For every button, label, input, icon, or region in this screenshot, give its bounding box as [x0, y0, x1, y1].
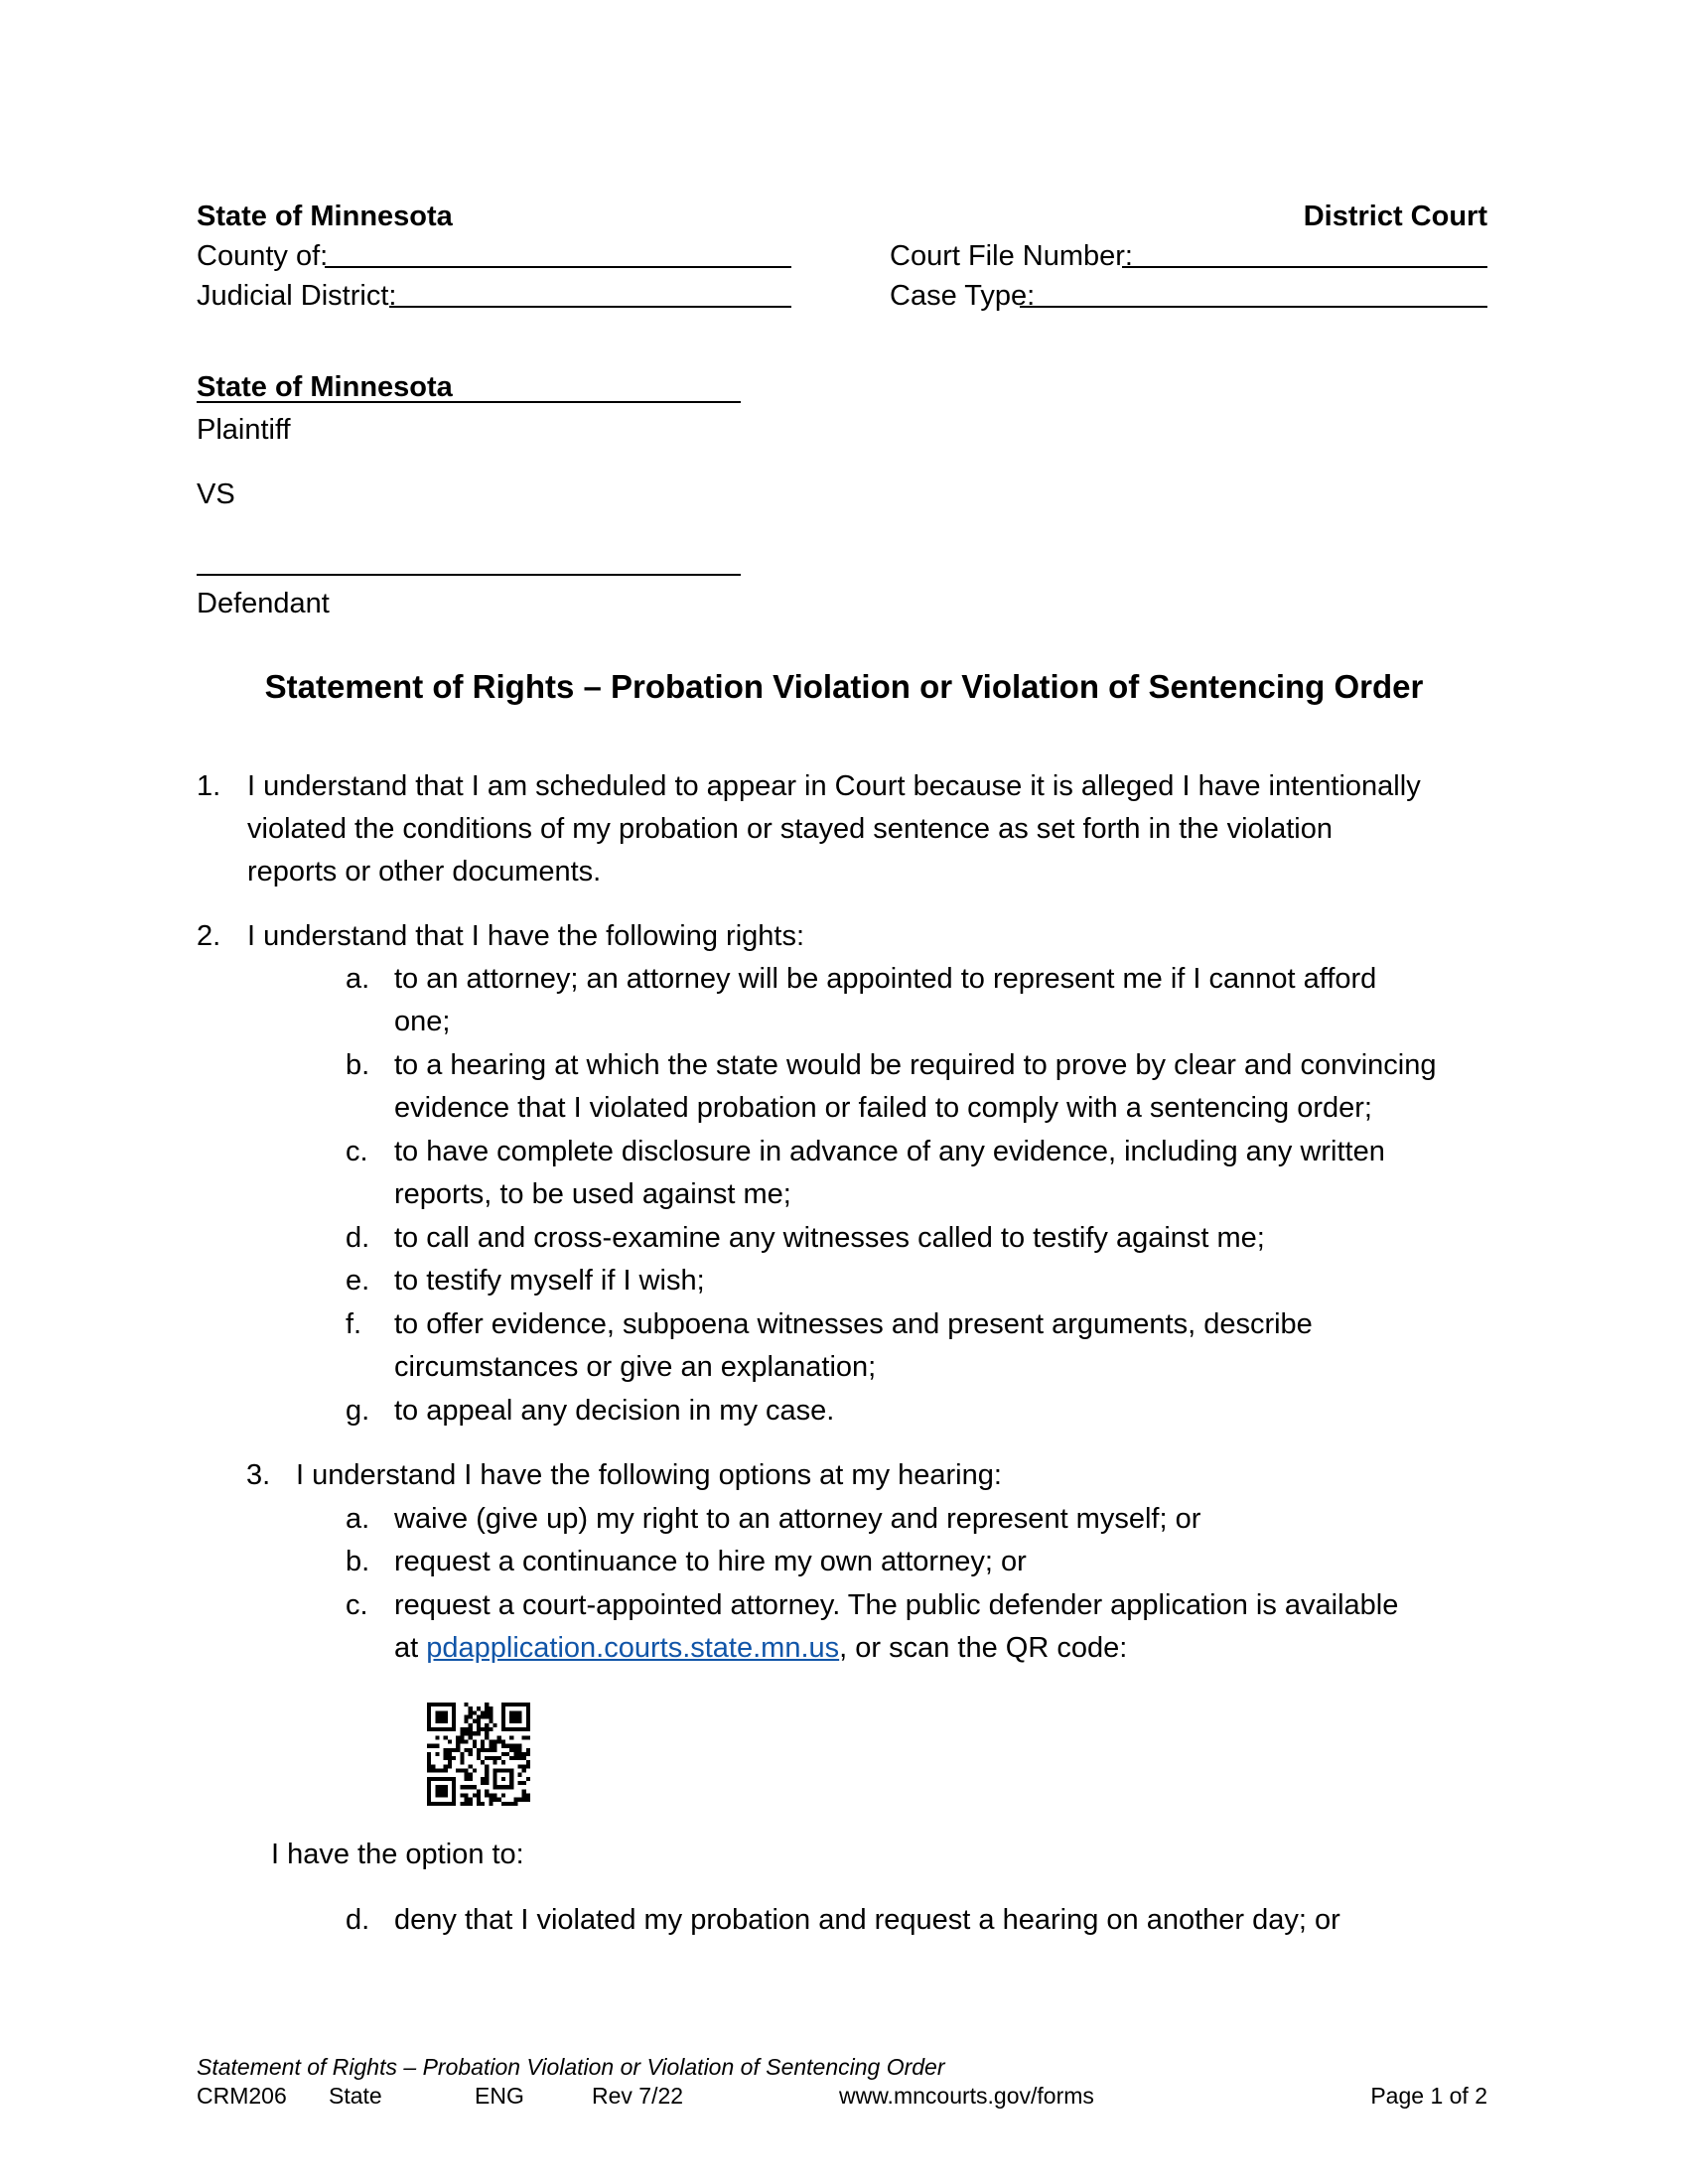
county-field[interactable] [325, 266, 791, 268]
option-c-suffix: , or scan the QR code: [839, 1632, 1128, 1664]
judicial-district-label: Judicial District: [197, 280, 397, 312]
vs-label: VS [197, 478, 235, 510]
item-3-intro: I understand I have the following options at my hearing: [296, 1459, 1002, 1491]
item-2-number: 2. [197, 920, 221, 952]
court-file-number-field[interactable] [1122, 266, 1487, 268]
right-d-letter: d. [346, 1222, 370, 1254]
option-c-line-2 [394, 1628, 1127, 1668]
defendant-field[interactable] [197, 574, 741, 576]
right-e-line-1: to testify myself if I wish; [394, 1265, 705, 1297]
option-b-text: request a continuance to hire my own attorney; or [394, 1546, 1027, 1577]
qr-code-icon[interactable] [427, 1703, 530, 1806]
option-c-prefix: at [394, 1632, 427, 1664]
right-c-letter: c. [346, 1136, 368, 1167]
option-d-text: deny that I violated my probation and request a hearing on another day; or [394, 1904, 1340, 1936]
footer-title: Statement of Rights – Probation Violation or Violation of Sentencing Order [197, 2054, 945, 2080]
right-a-letter: a. [346, 963, 370, 995]
option-a-letter: a. [346, 1503, 370, 1535]
document-title: Statement of Rights – Probation Violation or Violation of Sentencing Order [264, 668, 1424, 705]
option-d-letter: d. [346, 1904, 370, 1936]
footer-lang: ENG [475, 2083, 524, 2109]
court-file-number-label: Court File Number: [890, 240, 1133, 272]
option-b-letter: b. [346, 1546, 370, 1577]
right-b-line-2: evidence that I violated probation or failed to comply with a sentencing order; [394, 1092, 1372, 1124]
option-c-letter: c. [346, 1589, 368, 1621]
footer-form-id: CRM206 [197, 2083, 287, 2109]
public-defender-link[interactable]: pdapplication.courts.state.mn.us [426, 1632, 840, 1664]
header-court: District Court [1303, 201, 1487, 232]
footer-rev: Rev 7/22 [592, 2083, 684, 2109]
right-c-line-2: reports, to be used against me; [394, 1178, 791, 1210]
right-f-letter: f. [346, 1308, 362, 1340]
footer-page: Page 1 of 2 [1370, 2083, 1487, 2109]
item-1-number: 1. [197, 770, 221, 802]
right-f-line-1: to offer evidence, subpoena witnesses and present arguments, describe [394, 1308, 1313, 1340]
right-b-line-1: to a hearing at which the state would be required to prove by clear and convincing [394, 1049, 1437, 1081]
footer-state: State [329, 2083, 382, 2109]
item-1-line-1: I understand that I am scheduled to appear in Court because it is alleged I have intentionally [247, 770, 1421, 802]
right-d-line-1: to call and cross-examine any witnesses called to testify against me; [394, 1222, 1265, 1254]
case-type-field[interactable] [1020, 306, 1487, 308]
right-f-line-2: circumstances or give an explanation; [394, 1351, 877, 1383]
option-intro: I have the option to: [271, 1839, 524, 1870]
option-a-text: waive (give up) my right to an attorney and represent myself; or [394, 1503, 1201, 1535]
judicial-district-field[interactable] [389, 306, 791, 308]
item-3-number: 3. [246, 1459, 271, 1491]
plaintiff-underline [197, 401, 741, 403]
right-a-line-2: one; [394, 1006, 451, 1037]
right-b-letter: b. [346, 1049, 370, 1081]
county-label: County of: [197, 240, 329, 272]
item-2-intro: I understand that I have the following rights: [247, 920, 805, 952]
plaintiff-label: Plaintiff [197, 414, 291, 446]
right-c-line-1: to have complete disclosure in advance of any evidence, including any written [394, 1136, 1385, 1167]
defendant-label: Defendant [197, 588, 330, 619]
option-c-line-1: request a court-appointed attorney. The public defender application is available [394, 1589, 1399, 1621]
footer-url[interactable]: www.mncourts.gov/forms [839, 2083, 1094, 2109]
item-1-line-2: violated the conditions of my probation or stayed sentence as set forth in the violation [247, 813, 1333, 845]
right-g-letter: g. [346, 1395, 370, 1427]
right-g-line-1: to appeal any decision in my case. [394, 1395, 835, 1427]
item-1-line-3: reports or other documents. [247, 856, 602, 887]
header-state: State of Minnesota [197, 201, 453, 232]
plaintiff-name: State of Minnesota [197, 371, 453, 403]
right-a-line-1: to an attorney; an attorney will be appointed to represent me if I cannot afford [394, 963, 1377, 995]
case-type-label: Case Type: [890, 280, 1036, 312]
right-e-letter: e. [346, 1265, 370, 1297]
